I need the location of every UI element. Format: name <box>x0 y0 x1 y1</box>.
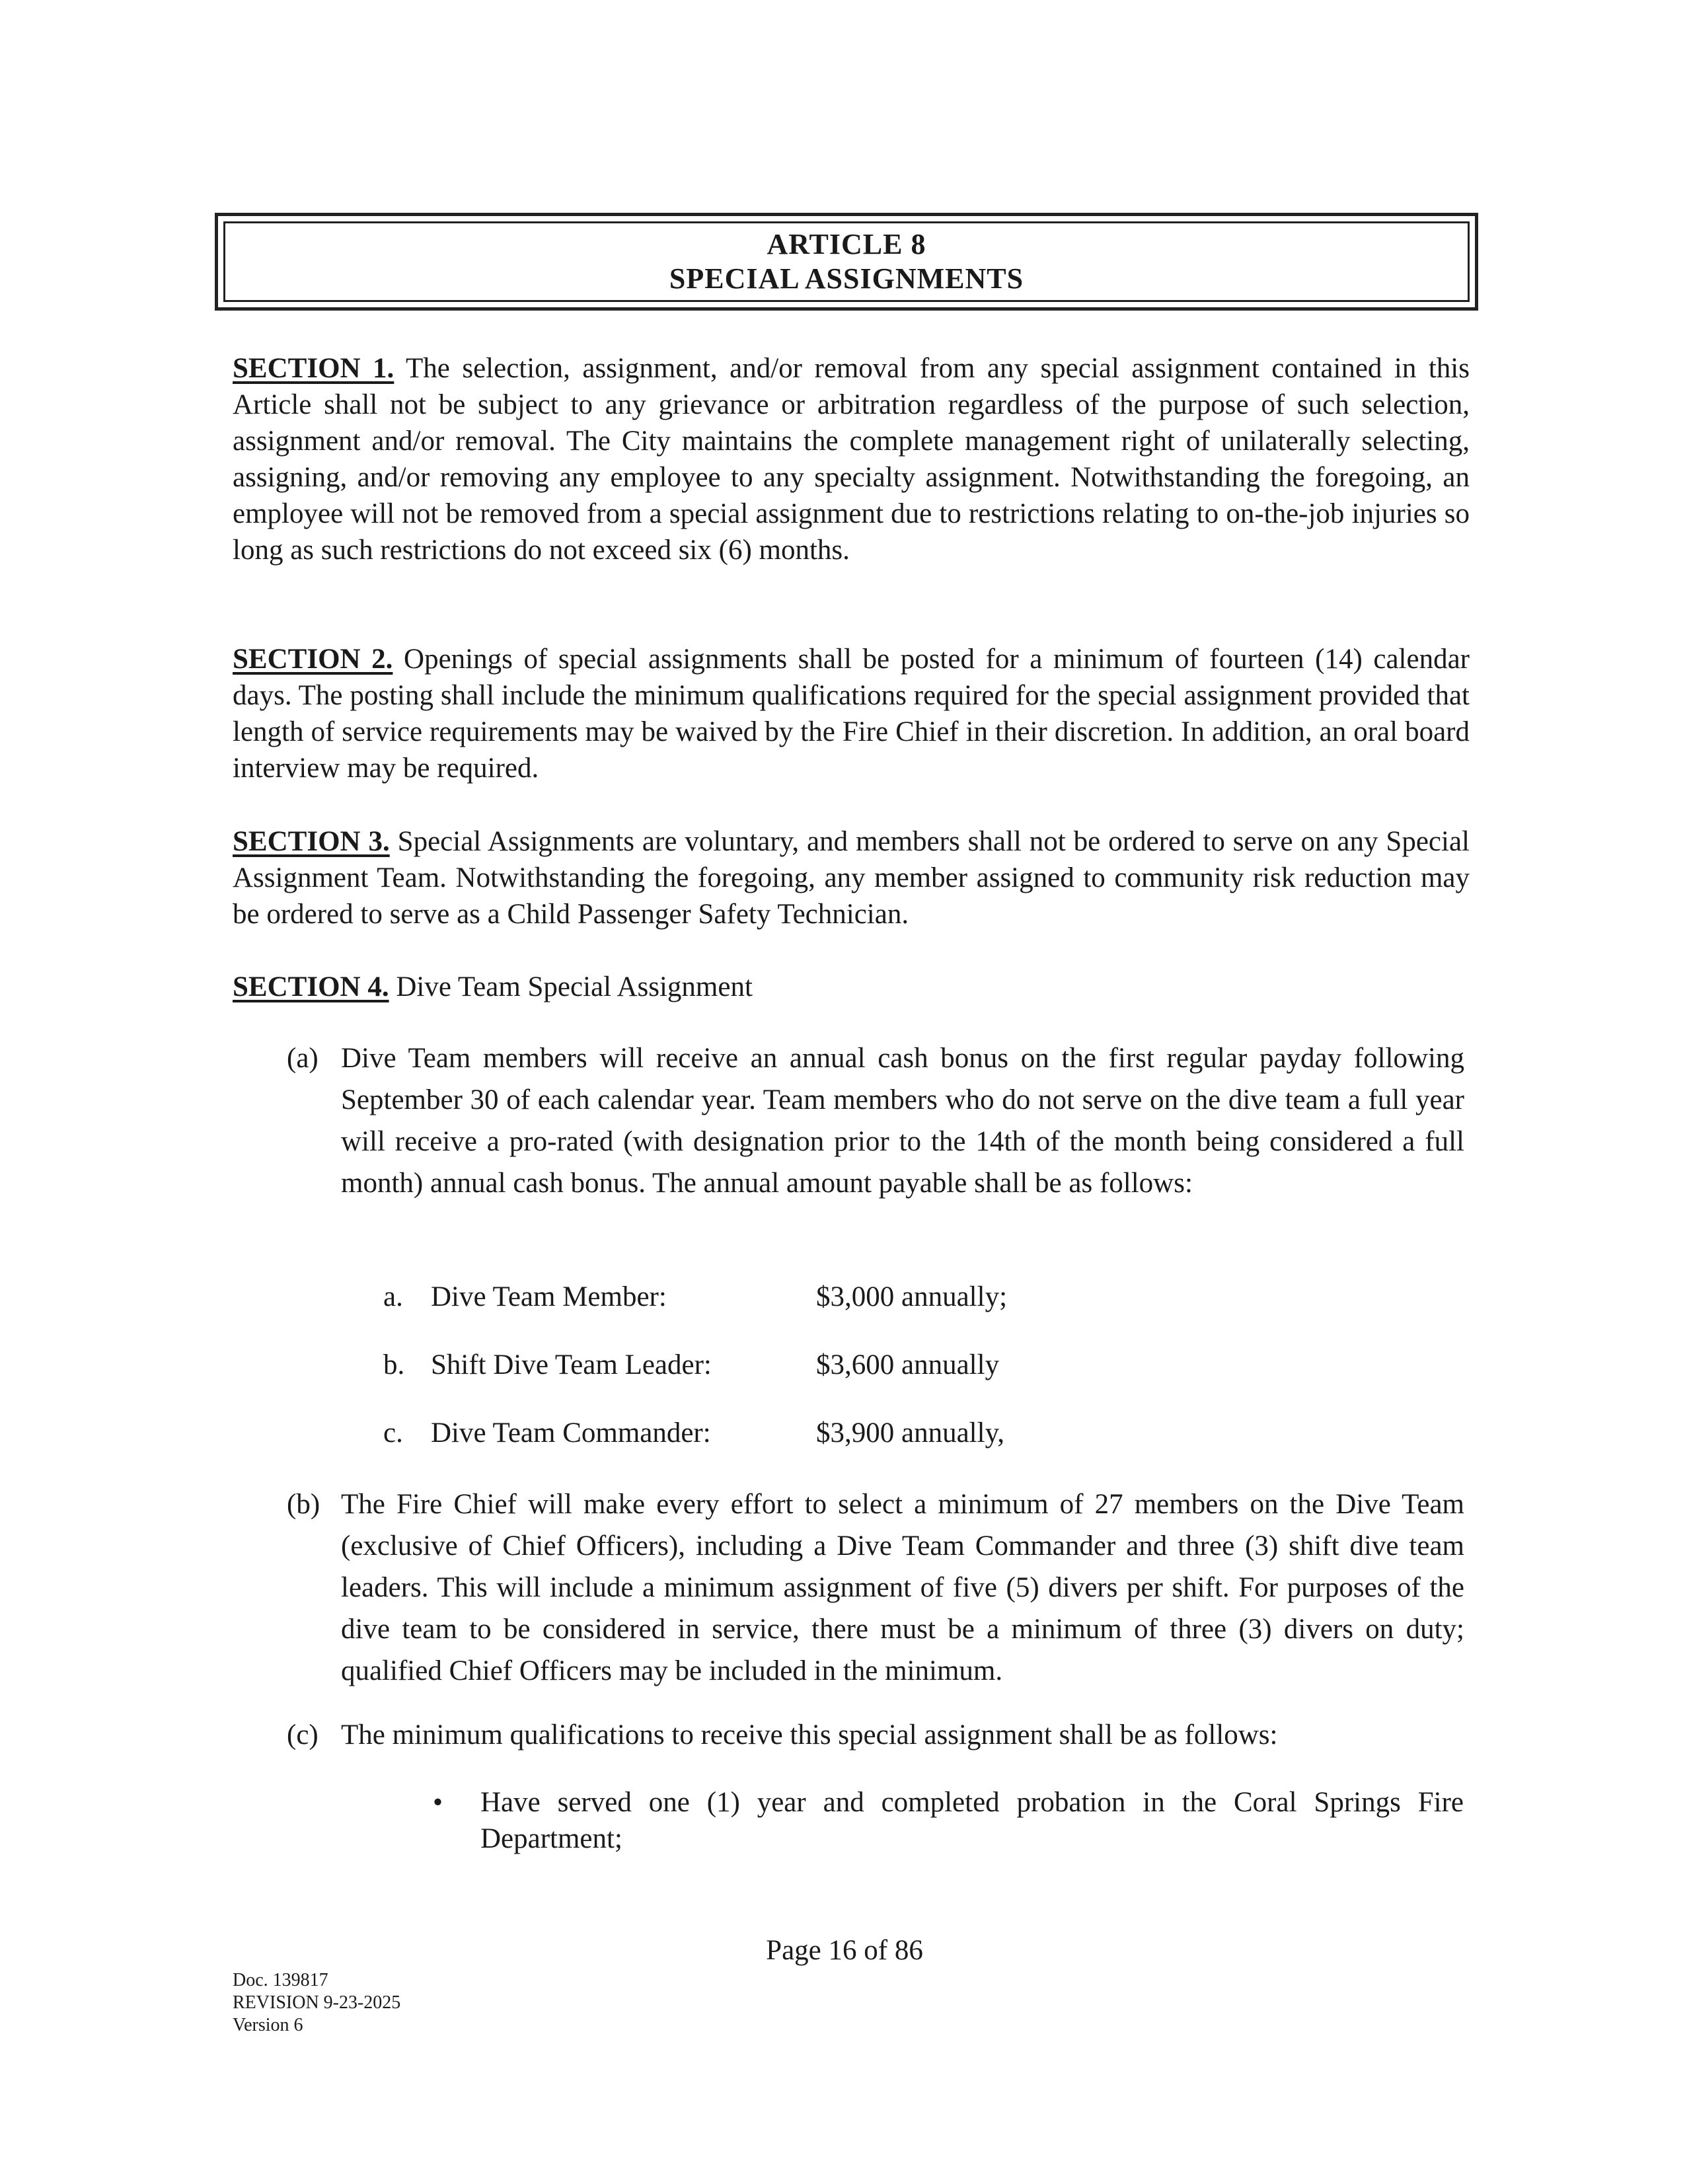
pay-rate-amount: $3,900 annually, <box>816 1417 1005 1449</box>
subsection-a-text: Dive Team members will receive an annual cash bonus on the first regular payday following September 30 of each calendar year. Team members who do not serve on the dive team a full year will receive a pro-rated (with designation prior to the 14th of the month being considered a full month) annual cash bonus. The annual amount payable shall be as follows: <box>341 1043 1464 1199</box>
page-number: Page 16 of 86 <box>766 1935 923 1966</box>
footer-version: Version 6 <box>233 2015 303 2035</box>
article-title-inner-frame <box>223 221 1470 302</box>
section-3-text: Special Assignments are voluntary, and members shall not be ordered to serve on any Special Assignment Team. Notwithstanding the foregoing, any member assigned to community risk reduction may be ordered to serve as a Child Passenger Safety Technician. <box>233 826 1470 930</box>
article-title: SPECIAL ASSIGNMENTS <box>669 262 1024 295</box>
section-2-paragraph <box>233 641 1470 786</box>
pay-rate-letter: a. <box>383 1281 403 1312</box>
section-4-text: Dive Team Special Assignment <box>389 971 753 1002</box>
section-4-paragraph <box>233 969 1470 1005</box>
qualification-text: Have served one (1) year and completed probation in the Coral Springs Fire Department; <box>480 1787 1464 1854</box>
pay-rate-label: Shift Dive Team Leader: <box>431 1349 712 1380</box>
section-1-paragraph <box>233 350 1470 568</box>
section-1-text: The selection, assignment, and/or removal from any special assignment contained in this Article shall not be subject to any grievance or arbitration regardless of the purpose of such selection, assignment and/or removal. The City maintains the complete management right of unilaterally selecting, assigning, and/or removing any employee to any specialty assignment. Notwithstanding the foregoing, an employee will not be removed from a special assignment due to restrictions relating to on-the-job injuries so long as such restrictions do not exceed six (6) months. <box>233 353 1470 566</box>
section-3-heading: SECTION 3. <box>233 826 390 857</box>
pay-rate-amount: $3,000 annually; <box>816 1281 1008 1312</box>
subsection-c-letter: (c) <box>287 1719 319 1751</box>
footer-doc-number: Doc. 139817 <box>233 1970 328 1990</box>
subsection-b <box>287 1484 1464 1695</box>
subsection-a <box>287 1037 1464 1249</box>
footer-revision: REVISION 9-23-2025 <box>233 1992 401 2013</box>
section-1-heading: SECTION 1. <box>233 353 394 384</box>
bullet-icon: • <box>433 1787 443 1818</box>
document-footer <box>233 1969 400 2037</box>
section-4-heading: SECTION 4. <box>233 971 389 1002</box>
subsection-c <box>287 1714 1464 1760</box>
article-number: ARTICLE 8 <box>767 228 926 260</box>
subsection-b-letter: (b) <box>287 1489 320 1520</box>
pay-rate-label: Dive Team Commander: <box>431 1417 711 1449</box>
subsection-a-letter: (a) <box>287 1043 319 1074</box>
section-2-heading: SECTION 2. <box>233 644 393 675</box>
pay-rate-letter: b. <box>383 1349 405 1380</box>
pay-rate-label: Dive Team Member: <box>431 1281 667 1312</box>
pay-rate-letter: c. <box>383 1417 403 1449</box>
article-title-box <box>215 213 1478 311</box>
section-3-paragraph <box>233 823 1470 932</box>
pay-rate-amount: $3,600 annually <box>816 1349 1000 1380</box>
section-2-text: Openings of special assignments shall be posted for a minimum of fourteen (14) calendar days. The posting shall include the minimum qualifications required for the special assignment provided that length of service requirements may be waived by the Fire Chief in their discretion. In addition, an oral board interview may be required. <box>233 644 1470 784</box>
subsection-c-text: The minimum qualifications to receive this special assignment shall be as follows: <box>341 1719 1278 1751</box>
subsection-b-text: The Fire Chief will make every effort to select a minimum of 27 members on the Dive Team (exclusive of Chief Officers), including a Dive Team Commander and three (3) shift dive team leaders. This will include a minimum assignment of five (5) divers per shift. For purposes of the dive team to be considered in service, there must be a minimum of three (3) divers on duty; qualified Chief Officers may be included in the minimum. <box>341 1489 1464 1686</box>
